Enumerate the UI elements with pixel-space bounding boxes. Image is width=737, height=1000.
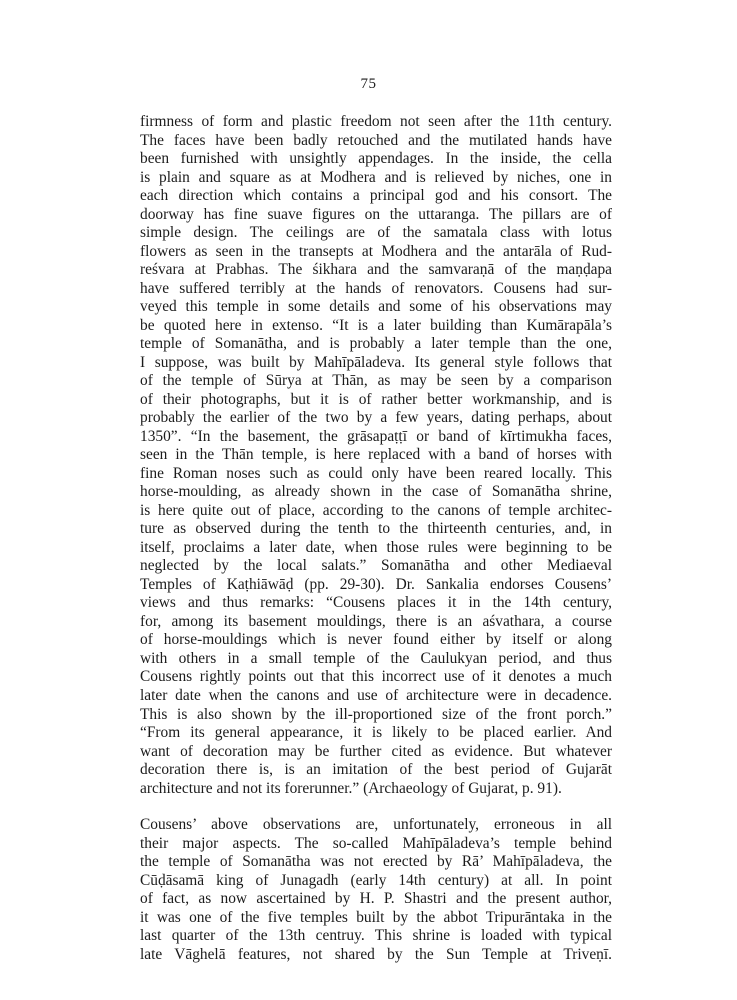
text-line: doorway has fine suave figures on the uttaranga. The pillars are of <box>140 205 612 223</box>
text-line: last quarter of the 13th centruy. This shrine is loaded with typical <box>140 927 612 945</box>
text-line: of fact, as now ascertained by H. P. Shastri and the present author, <box>140 890 612 908</box>
text-line: with others in a small temple of the Caulukyan period, and thus <box>140 649 612 667</box>
text-line: veyed this temple in some details and some of his observations may <box>140 298 612 316</box>
text-line: be quoted here in extenso. “It is a later building than Kumārapāla’s <box>140 316 612 334</box>
paragraph <box>140 816 612 964</box>
text-line: flowers as seen in the transepts at Modhera and the antarāla of Rud- <box>140 242 612 260</box>
text-line: ture as observed during the tenth to the thirteenth centuries, and, in <box>140 520 612 538</box>
text-line: horse-moulding, as already shown in the case of Somanātha shrine, <box>140 483 612 501</box>
text-line: temple of Somanātha, and is probably a later temple than the one, <box>140 335 612 353</box>
text-line: it was one of the five temples built by the abbot Tripurāntaka in the <box>140 908 612 926</box>
text-line: Cūḍāsamā king of Junagadh (early 14th century) at all. In point <box>140 871 612 889</box>
text-line: have suffered terribly at the hands of renovators. Cousens had sur- <box>140 279 612 297</box>
text-line: firmness of form and plastic freedom not seen after the 11th century. <box>140 113 612 130</box>
text-line: reśvara at Prabhas. The śikhara and the samvaraṇā of the maṇḍapa <box>140 261 612 279</box>
text-line: neglected by the local salats.” Somanātha and other Mediaeval <box>140 557 612 575</box>
text-line: The faces have been badly retouched and the mutilated hands have <box>140 131 612 149</box>
text-line: decoration there is, is an imitation of the best period of Gujarāt <box>140 761 612 779</box>
text-line: 1350”. “In the basement, the grāsapaṭṭī or band of kīrtimukha faces, <box>140 427 612 445</box>
text-line: been furnished with unsightly appendages. In the inside, the cella <box>140 150 612 168</box>
text-line: for, among its basement mouldings, there is an aśvathara, a course <box>140 612 612 630</box>
text-line: is here quite out of place, according to the canons of temple architec- <box>140 501 612 519</box>
text-line: of the temple of Sūrya at Thān, as may be seen by a comparison <box>140 372 612 390</box>
text-line: architecture and not its forerunner.” (Archaeology of Gujarat, p. 91). <box>140 779 562 797</box>
body-text <box>140 113 612 964</box>
text-line: I suppose, was built by Mahīpāladeva. Its general style follows that <box>140 353 612 371</box>
text-line: “From its general appearance, it is likely to be placed earlier. And <box>140 724 612 742</box>
text-line: fine Roman noses such as could only have been reared locally. This <box>140 464 612 482</box>
text-line: their major aspects. The so-called Mahīpāladeva’s temple behind <box>140 834 612 852</box>
text-line: of their photographs, but it is of rather better workmanship, and is <box>140 390 612 408</box>
text-line: probably the earlier of the two by a few years, dating perhaps, about <box>140 409 612 427</box>
text-line: is plain and square as at Modhera and is relieved by niches, one in <box>140 168 612 186</box>
text-line: later date when the canons and use of architecture were in decadence. <box>140 686 612 704</box>
text-line: seen in the Thān temple, is here replaced with a band of horses with <box>140 446 612 464</box>
text-line: Cousens’ above observations are, unfortunately, erroneous in all <box>140 816 612 834</box>
text-line: itself, proclaims a later date, when those rules were beginning to be <box>140 538 612 556</box>
text-line: of horse-mouldings which is never found either by itself or along <box>140 631 612 649</box>
text-line: each direction which contains a principal god and his consort. The <box>140 187 612 205</box>
text-line: Cousens rightly points out that this incorrect use of it denotes a much <box>140 668 612 686</box>
text-line: late Vāghelā features, not shared by the Sun Temple at Triveṇī. <box>140 945 612 963</box>
text-line: want of decoration may be further cited as evidence. But whatever <box>140 742 612 760</box>
text-line: This is also shown by the ill-proportioned size of the front porch.” <box>140 705 612 723</box>
page-number: 75 <box>360 76 377 92</box>
paragraph <box>140 113 612 798</box>
text-line: simple design. The ceilings are of the samatala class with lotus <box>140 224 612 242</box>
text-line: the temple of Somanātha was not erected by Rā’ Mahīpāladeva, the <box>140 853 612 871</box>
text-line: Temples of Kaṭhiāwāḍ (pp. 29-30). Dr. Sankalia endorses Cousens’ <box>140 575 612 593</box>
text-line: views and thus remarks: “Cousens places it in the 14th century, <box>140 594 612 612</box>
